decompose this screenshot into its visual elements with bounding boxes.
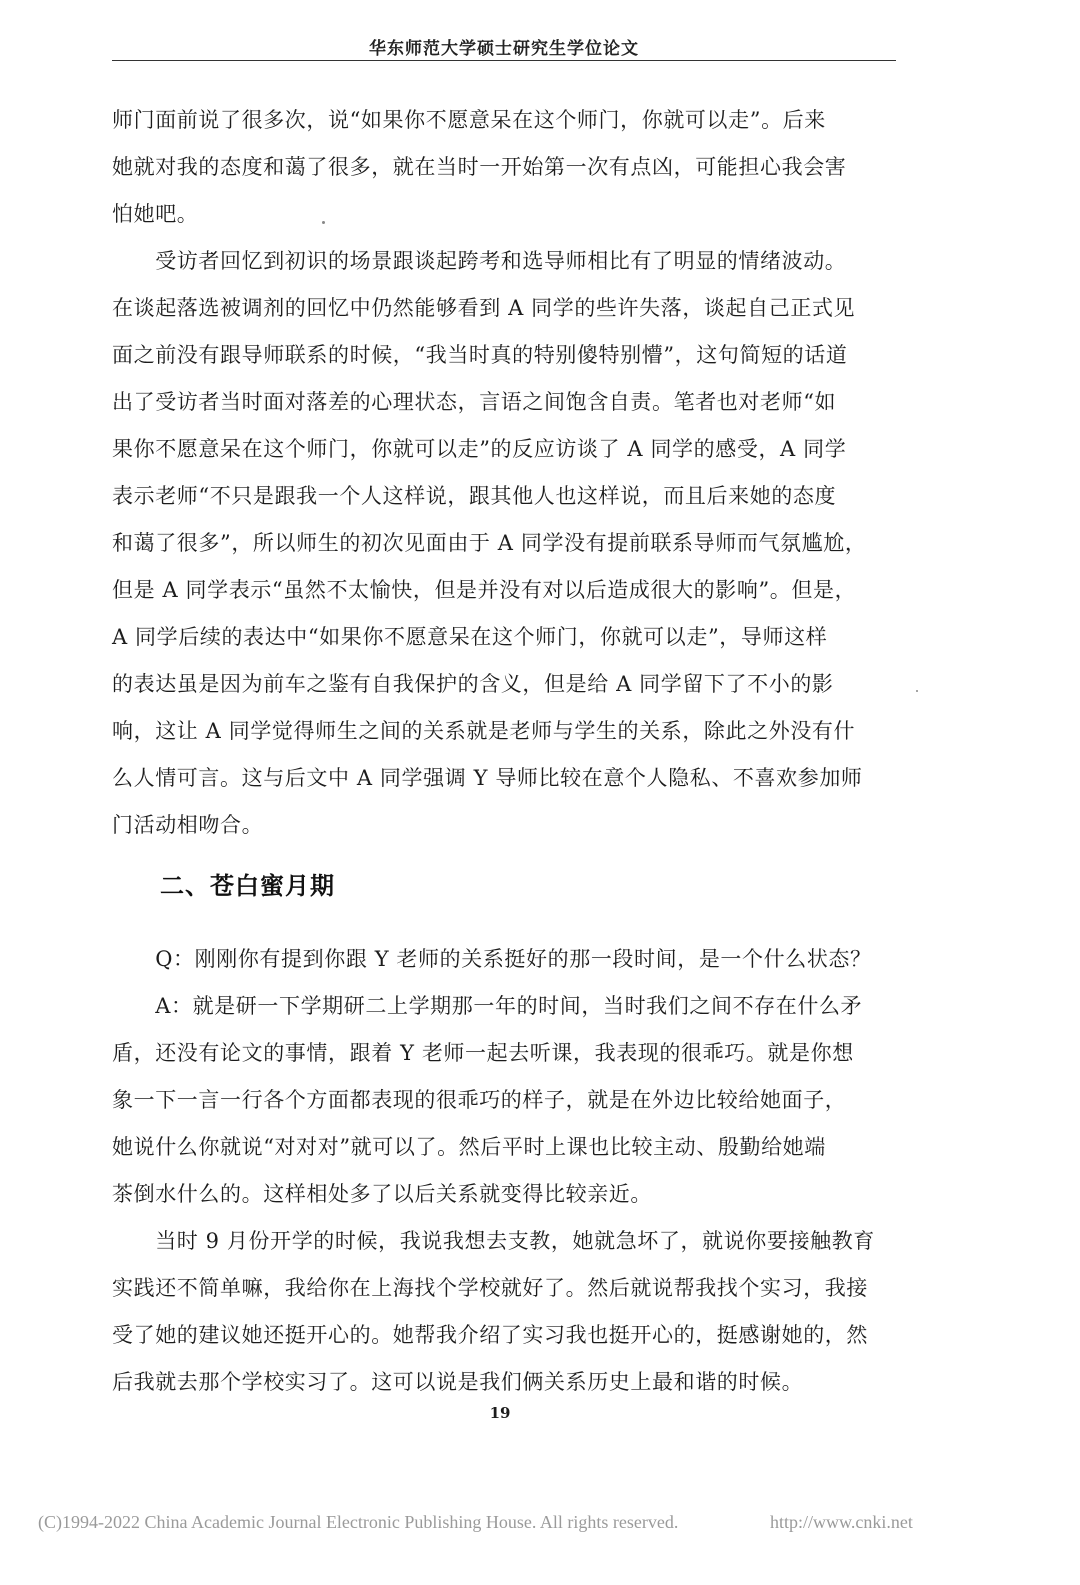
interview-line: 茶倒水什么的。这样相处多了以后关系就变得比较亲近。 — [112, 1182, 652, 1206]
interview-line: 后我就去那个学校实习了。这可以说是我们俩关系历史上最和谐的时候。 — [112, 1370, 804, 1394]
body-line: 的表达虽是因为前车之鉴有自我保护的含义，但是给 A 同学留下了不小的影 — [112, 672, 834, 696]
interview-line: 当时 9 月份开学的时候，我说我想去支教，她就急坏了，就说你要接触教育 — [112, 1229, 875, 1253]
body-line: A 同学后续的表达中“如果你不愿意呆在这个师门，你就可以走”，导师这样 — [112, 625, 828, 649]
interview-line: 象一下一言一行各个方面都表现的很乖巧的样子，就是在外边比较给她面子， — [112, 1088, 847, 1112]
body-line: 受访者回忆到初识的场景跟谈起跨考和选导师相比有了明显的情绪波动。 — [112, 249, 847, 273]
header-rule — [112, 60, 896, 61]
body-line: 但是 A 同学表示“虽然不太愉快，但是并没有对以后造成很大的影响”。但是， — [112, 578, 857, 602]
running-header: 华东师范大学硕士研究生学位论文 — [369, 39, 639, 59]
body-line: 和蔼了很多”，所以师生的初次见面由于 A 同学没有提前联系导师而气氛尴尬， — [112, 531, 867, 555]
interview-line: 盾，还没有论文的事情，跟着 Y 老师一起去听课，我表现的很乖巧。就是你想 — [112, 1041, 854, 1065]
interview-line: Q：刚刚你有提到你跟 Y 老师的关系挺好的那一段时间，是一个什么状态？ — [112, 947, 872, 971]
body-line: 她就对我的态度和蔼了很多，就在当时一开始第一次有点凶，可能担心我会害 — [112, 155, 847, 179]
body-line: 怕她吧。 — [112, 202, 199, 226]
scan-speck — [916, 690, 918, 692]
body-line: 师门面前说了很多次，说“如果你不愿意呆在这个师门，你就可以走”。后来 — [112, 108, 826, 132]
body-line: 果你不愿意呆在这个师门，你就可以走”的反应访谈了 A 同学的感受，A 同学 — [112, 437, 847, 461]
body-line: 在谈起落选被调剂的回忆中仍然能够看到 A 同学的些许失落，谈起自己正式见 — [112, 296, 856, 320]
interview-line: 受了她的建议她还挺开心的。她帮我介绍了实习我也挺开心的，挺感谢她的，然 — [112, 1323, 868, 1347]
copyright-footer: (C)1994-2022 China Academic Journal Electronic Publishing House. All rights reserved. — [38, 1512, 679, 1532]
interview-line: 她说什么你就说“对对对”就可以了。然后平时上课也比较主动、殷勤给她端 — [112, 1135, 826, 1159]
page-number: 19 — [489, 1404, 511, 1422]
interview-line: 实践还不简单嘛，我给你在上海找个学校就好了。然后就说帮我找个实习，我接 — [112, 1276, 868, 1300]
section-heading: 二、苍白蜜月期 — [160, 872, 335, 900]
body-line: 出了受访者当时面对落差的心理状态，言语之间饱含自责。笔者也对老师“如 — [112, 390, 837, 414]
interview-line: A：就是研一下学期研二上学期那一年的时间，当时我们之间不存在什么矛 — [112, 994, 863, 1018]
footer-url: http://www.cnki.net — [770, 1512, 913, 1532]
body-line: 表示老师“不只是跟我一个人这样说，跟其他人也这样说，而且后来她的态度 — [112, 484, 837, 508]
body-line: 面之前没有跟导师联系的时候，“我当时真的特别傻特别懵”，这句简短的话道 — [112, 343, 848, 367]
scan-speck — [322, 221, 325, 224]
body-line: 么人情可言。这与后文中 A 同学强调 Y 导师比较在意个人隐私、不喜欢参加师 — [112, 766, 863, 790]
body-line: 响，这让 A 同学觉得师生之间的关系就是老师与学生的关系，除此之外没有什 — [112, 719, 856, 743]
body-line: 门活动相吻合。 — [112, 813, 264, 837]
